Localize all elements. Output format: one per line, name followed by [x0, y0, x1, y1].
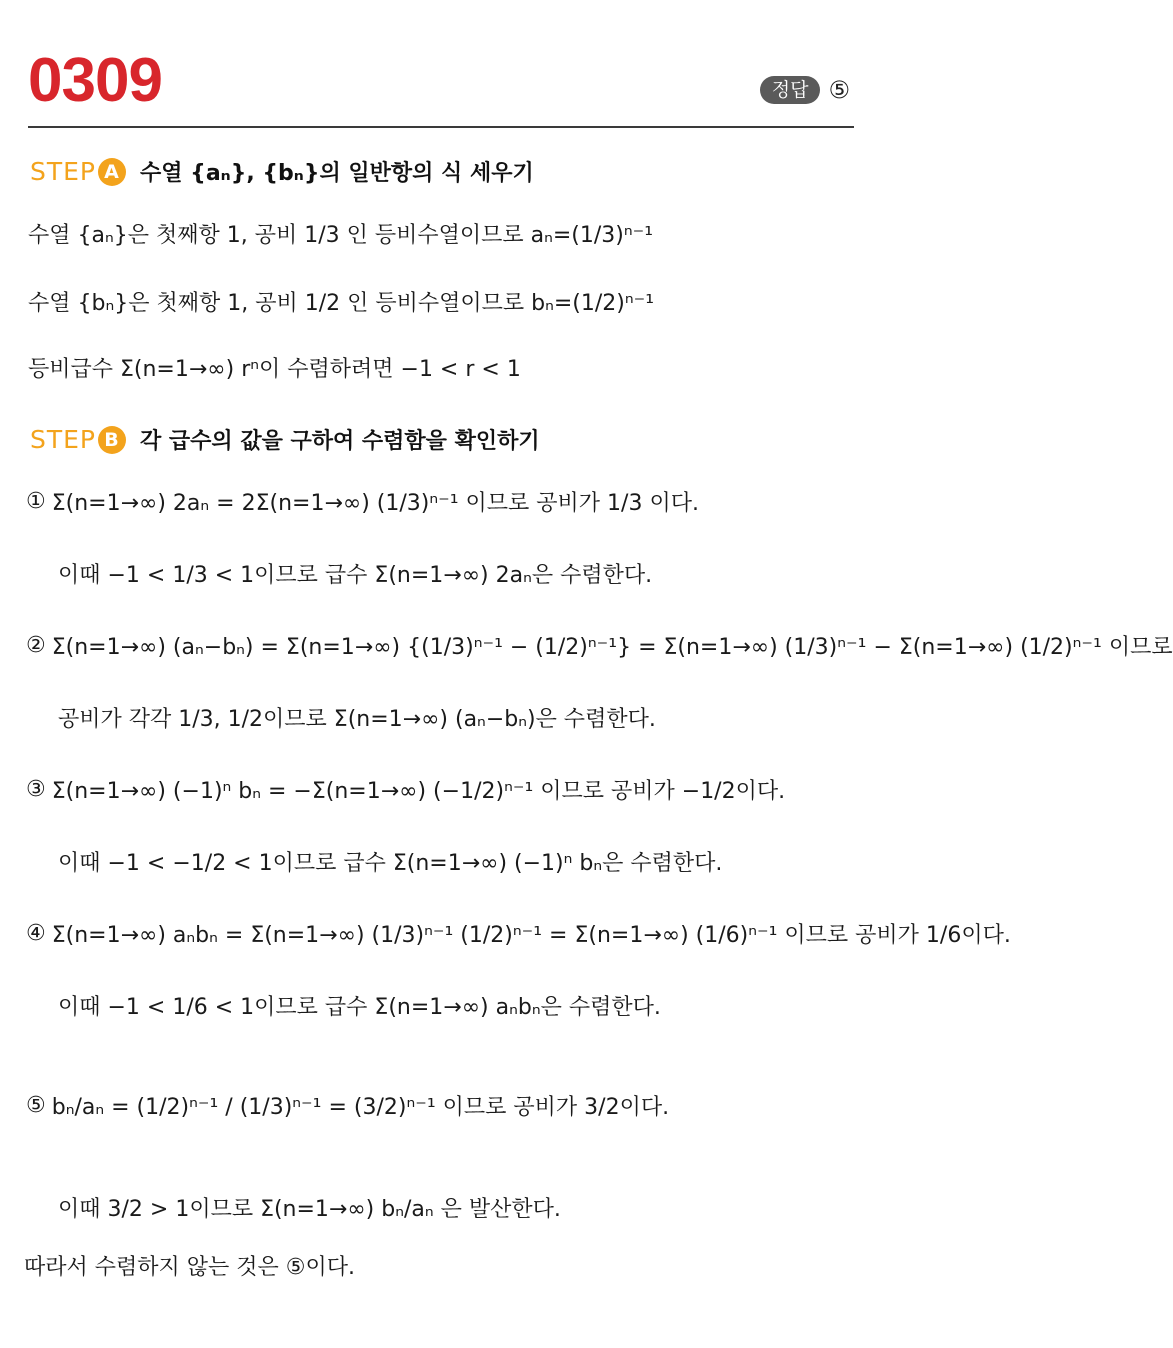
problem-number: 0309: [28, 46, 162, 115]
header-divider: [28, 126, 854, 128]
item-5-line-2: 이때 3/2 > 1이므로 Σ(n=1→∞) bₙ/aₙ 은 발산한다.: [58, 1197, 561, 1222]
step-b-title: 각 급수의 값을 구하여 수렴함을 확인하기: [140, 429, 540, 454]
step-a-line-1: 수열 {aₙ}은 첫째항 1, 공비 1/3 인 등비수열이므로 aₙ=(1/3)ⁿ⁻¹: [28, 223, 654, 248]
item-1-line-2: 이때 −1 < 1/3 < 1이므로 급수 Σ(n=1→∞) 2aₙ은 수렴한다.: [58, 563, 653, 588]
step-a-label: STEP A: [30, 157, 126, 186]
item-3-line-1: ③ Σ(n=1→∞) (−1)ⁿ bₙ = −Σ(n=1→∞) (−1/2)ⁿ⁻¹ 이므로 공비가 −1/2이다.: [26, 777, 786, 804]
item-4-line-1: ④ Σ(n=1→∞) aₙbₙ = Σ(n=1→∞) (1/3)ⁿ⁻¹ (1/2)ⁿ⁻¹ = Σ(n=1→∞) (1/6)ⁿ⁻¹ 이므로 공비가 1/6이다.: [26, 921, 1011, 948]
step-a-badge: A: [98, 158, 126, 186]
conclusion: 따라서 수렴하지 않는 것은 ⑤이다.: [24, 1255, 355, 1280]
item-2-line-2: 공비가 각각 1/3, 1/2이므로 Σ(n=1→∞) (aₙ−bₙ)은 수렴한다.: [58, 707, 656, 732]
answer-value: ⑤: [828, 76, 850, 104]
item-4-number: ④: [26, 921, 46, 946]
answer-badge: 정답: [760, 76, 821, 104]
item-3-number: ③: [26, 777, 46, 802]
step-b-badge: B: [98, 426, 126, 454]
step-a-line-3: 등비급수 Σ(n=1→∞) rⁿ이 수렴하려면 −1 < r < 1: [28, 357, 521, 382]
step-a-heading: [30, 156, 534, 187]
step-b-label: STEP B: [30, 425, 126, 454]
answer-area: [760, 76, 850, 104]
item-2-line-1: ② Σ(n=1→∞) (aₙ−bₙ) = Σ(n=1→∞) {(1/3)ⁿ⁻¹ − (1/2)ⁿ⁻¹} = Σ(n=1→∞) (1/3)ⁿ⁻¹ − Σ(n=1→∞) (1/2)ⁿ⁻¹ 이므로: [26, 633, 1173, 660]
item-3-line-2: 이때 −1 < −1/2 < 1이므로 급수 Σ(n=1→∞) (−1)ⁿ bₙ은 수렴한다.: [58, 851, 723, 876]
item-5-line-1: ⑤ bₙ/aₙ = (1/2)ⁿ⁻¹ / (1/3)ⁿ⁻¹ = (3/2)ⁿ⁻¹ 이므로 공비가 3/2이다.: [26, 1093, 670, 1120]
item-4-line-2: 이때 −1 < 1/6 < 1이므로 급수 Σ(n=1→∞) aₙbₙ은 수렴한다.: [58, 995, 661, 1020]
step-b-heading: [30, 424, 540, 455]
item-1-line-1: ① Σ(n=1→∞) 2aₙ = 2Σ(n=1→∞) (1/3)ⁿ⁻¹ 이므로 공비가 1/3 이다.: [26, 489, 699, 516]
step-a-title: 수열 {aₙ}, {bₙ}의 일반항의 식 세우기: [140, 161, 534, 186]
item-1-number: ①: [26, 489, 46, 514]
step-a-line-2: 수열 {bₙ}은 첫째항 1, 공비 1/2 인 등비수열이므로 bₙ=(1/2)ⁿ⁻¹: [28, 291, 655, 316]
item-5-number: ⑤: [26, 1093, 46, 1118]
item-2-number: ②: [26, 633, 46, 658]
